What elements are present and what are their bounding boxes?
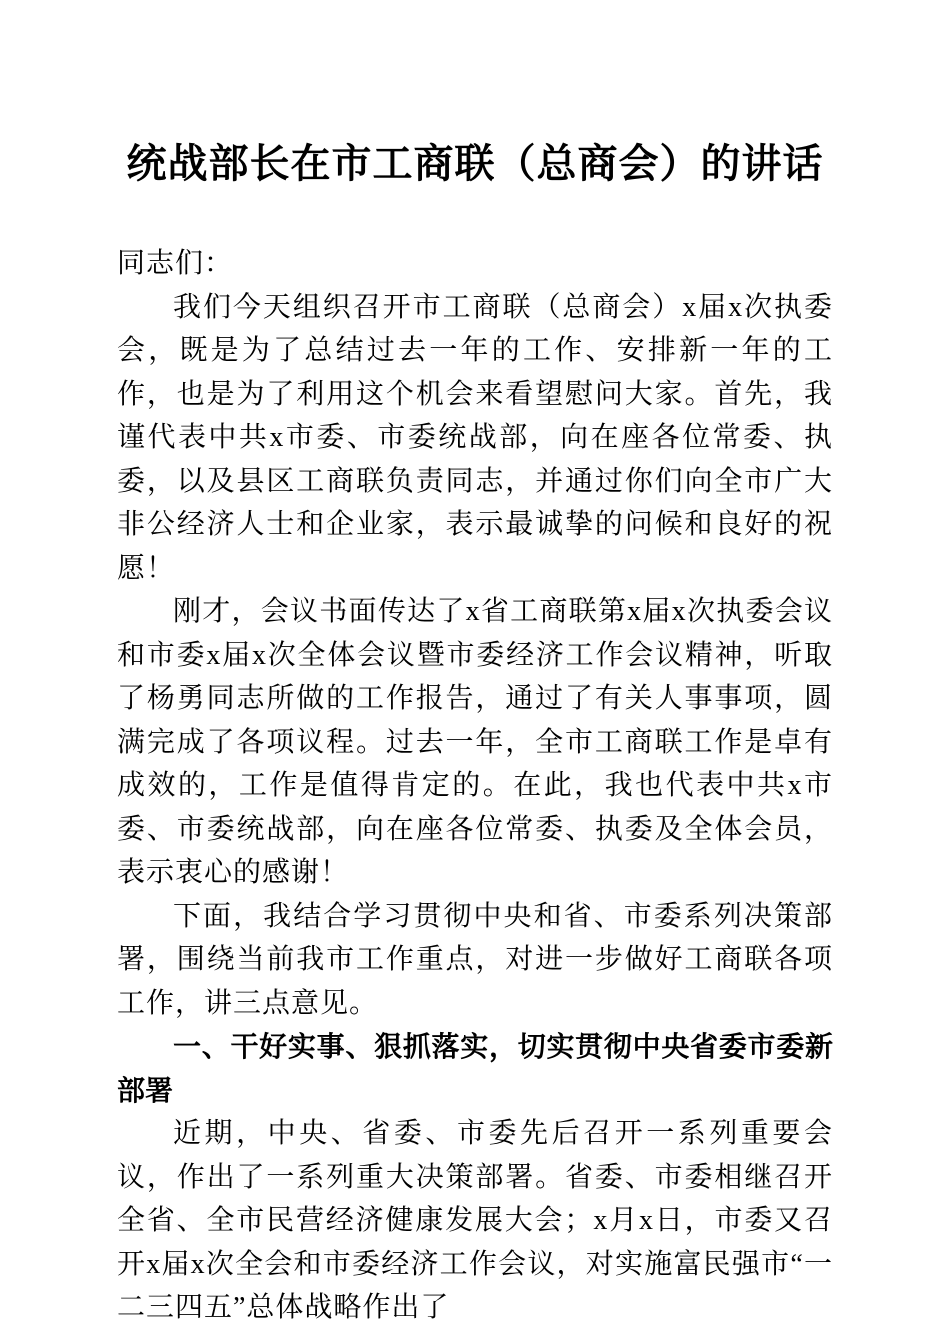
section-heading-1: 一、干好实事、狠抓落实，切实贯彻中央省委市委新部署 [117,1031,833,1106]
salutation-paragraph: 同志们： [117,248,234,279]
body-paragraph-3: 下面，我结合学习贯彻中央和省、市委系列决策部署，围绕当前我市工作重点，对进一步做好工商联各项工作，讲三点意见。 [117,900,833,1019]
body-paragraph-1: 我们今天组织召开市工商联（总商会）x届x次执委会，既是为了总结过去一年的工作、安排新一年的工作，也是为了利用这个机会来看望慰问大家。首先，我谨代表中共x市委、市委统战部，向在座各位常委、执委，以及县区工商联负责同志，并通过你们向全市广大非公经济人士和企业家，表示最诚挚的问候和良好的祝愿！ [117,291,833,584]
document-content [117,132,833,1330]
document-title: 统战部长在市工商联（总商会）的讲话 [126,141,824,186]
body-paragraph-4: 近期，中央、省委、市委先后召开一系列重要会议，作出了一系列重大决策部署。省委、市委相继召开全省、全市民营经济健康发展大会；x月x日，市委又召开x届x次全会和市委经济工作会议，对实施富民强市“一二三四五”总体战略作出了 [117,1118,833,1323]
body-paragraph-2: 刚才，会议书面传达了x省工商联第x届x次执委会议和市委x届x次全体会议暨市委经济工作会议精神，听取了杨勇同志所做的工作报告，通过了有关人事事项，圆满完成了各项议程。过去一年，全市工商联工作是卓有成效的，工作是值得肯定的。在此，我也代表中共x市委、市委统战部，向在座各位常委、执委及全体会员，表示衷心的感谢！ [117,596,833,888]
